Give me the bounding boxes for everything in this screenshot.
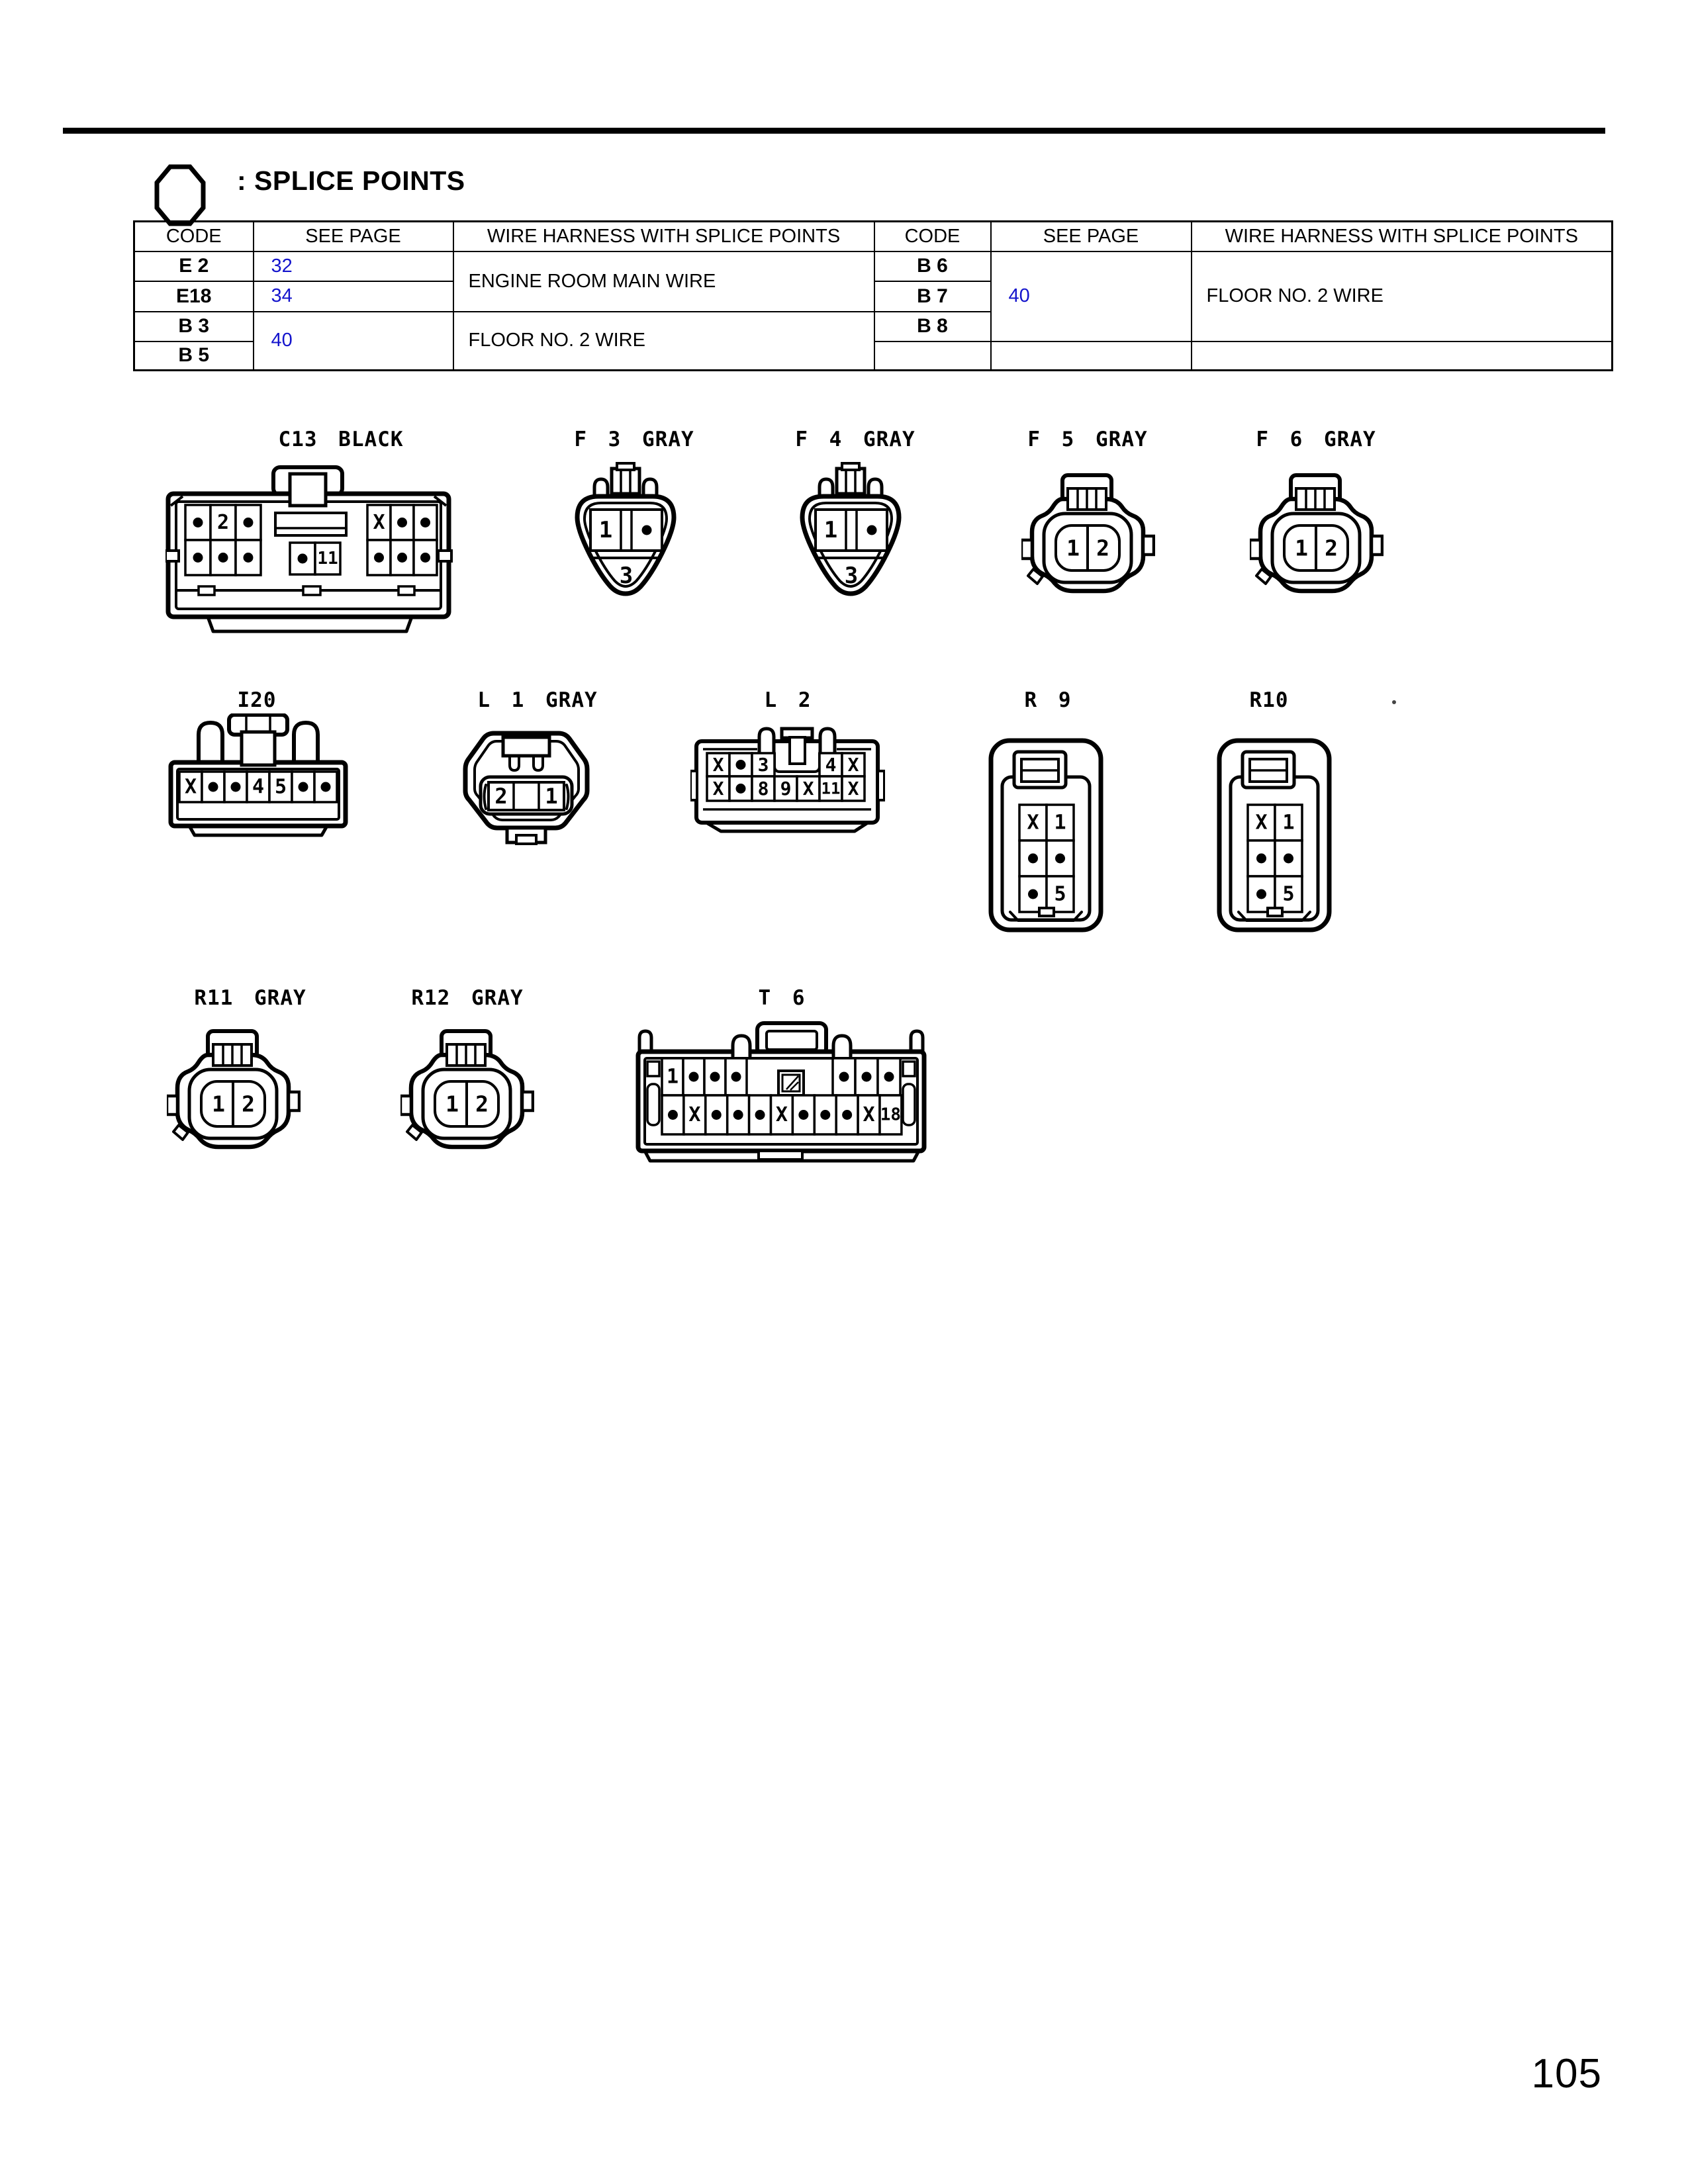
wire-cell-empty bbox=[1192, 341, 1613, 371]
svg-text:X: X bbox=[847, 778, 859, 799]
svg-text:X: X bbox=[1027, 811, 1039, 835]
svg-text:X: X bbox=[712, 754, 724, 776]
code-cell-empty bbox=[874, 341, 991, 371]
svg-text:3: 3 bbox=[619, 563, 633, 589]
svg-text:2: 2 bbox=[242, 1091, 255, 1117]
connector-r9-diagram bbox=[986, 735, 1107, 933]
svg-text:X: X bbox=[847, 754, 859, 776]
svg-text:X: X bbox=[775, 1103, 788, 1126]
wire-cell-engine-room: ENGINE ROOM MAIN WIRE bbox=[453, 251, 874, 312]
top-rule bbox=[63, 128, 1605, 134]
connector-r12-title: R12 GRAY bbox=[411, 986, 524, 1010]
svg-text:1: 1 bbox=[1054, 811, 1066, 835]
svg-text:2: 2 bbox=[216, 511, 230, 534]
splice-points-table bbox=[133, 220, 1613, 371]
page-link-40-left[interactable]: 40 bbox=[254, 312, 453, 371]
connector-l1-diagram bbox=[462, 727, 592, 847]
svg-text:1: 1 bbox=[1282, 811, 1295, 835]
svg-text:1: 1 bbox=[545, 784, 558, 809]
col-header-code-right: CODE bbox=[874, 222, 991, 251]
page-number: 105 bbox=[1531, 2051, 1602, 2097]
svg-text:X: X bbox=[802, 778, 814, 799]
svg-text:X: X bbox=[863, 1103, 875, 1126]
svg-text:11: 11 bbox=[821, 779, 841, 798]
connector-f3-title: F 3 GRAY bbox=[574, 428, 694, 451]
svg-text:X: X bbox=[688, 1103, 701, 1126]
svg-text:5: 5 bbox=[274, 775, 287, 799]
connector-r10-title: R10 bbox=[1249, 688, 1289, 712]
connector-t6-diagram bbox=[633, 1018, 933, 1165]
svg-text:8: 8 bbox=[757, 778, 769, 799]
col-header-wire-left: WIRE HARNESS WITH SPLICE POINTS bbox=[453, 222, 874, 251]
connector-r10-diagram bbox=[1215, 735, 1335, 933]
connector-f6-title: F 6 GRAY bbox=[1256, 428, 1376, 451]
connector-r12-diagram bbox=[400, 1027, 534, 1160]
svg-text:2: 2 bbox=[1096, 535, 1109, 561]
svg-text:X: X bbox=[1255, 811, 1268, 835]
connector-f4-diagram bbox=[794, 462, 914, 604]
svg-text:5: 5 bbox=[1054, 882, 1066, 906]
splice-point-octagon-icon bbox=[154, 164, 206, 226]
code-cell-e18: E18 bbox=[134, 281, 254, 312]
code-cell-e2: E 2 bbox=[134, 251, 254, 281]
col-header-wire-right: WIRE HARNESS WITH SPLICE POINTS bbox=[1192, 222, 1613, 251]
connector-r11-title: R11 GRAY bbox=[194, 986, 306, 1010]
svg-text:2: 2 bbox=[494, 784, 508, 809]
code-cell-b3: B 3 bbox=[134, 312, 254, 341]
col-header-see-page-left: SEE PAGE bbox=[254, 222, 453, 251]
svg-text:2: 2 bbox=[1325, 535, 1338, 561]
svg-text:5: 5 bbox=[1282, 882, 1295, 906]
connector-r11-diagram bbox=[167, 1027, 301, 1160]
svg-text:18: 18 bbox=[880, 1105, 902, 1125]
connector-f5-title: F 5 GRAY bbox=[1027, 428, 1148, 451]
svg-text:X: X bbox=[712, 778, 724, 799]
svg-text:X: X bbox=[373, 511, 385, 534]
svg-text:3: 3 bbox=[757, 754, 769, 776]
svg-text:4: 4 bbox=[252, 775, 265, 799]
svg-text:11: 11 bbox=[317, 549, 338, 569]
connector-i20-diagram bbox=[165, 713, 352, 841]
connector-f3-diagram bbox=[569, 462, 688, 604]
page-link-40-right[interactable]: 40 bbox=[991, 251, 1192, 341]
connector-r9-title: R 9 bbox=[1024, 688, 1072, 712]
svg-text:1: 1 bbox=[598, 517, 613, 543]
svg-text:1: 1 bbox=[445, 1091, 459, 1117]
connector-c13-title: C13 BLACK bbox=[278, 428, 404, 451]
code-cell-b6: B 6 bbox=[874, 251, 991, 281]
connector-f4-title: F 4 GRAY bbox=[795, 428, 915, 451]
table-header-row bbox=[134, 222, 1613, 251]
connector-c13-diagram bbox=[165, 465, 454, 638]
connector-i20-title: I20 bbox=[237, 688, 277, 712]
svg-text:4: 4 bbox=[825, 754, 837, 776]
wire-cell-floor-right: FLOOR NO. 2 WIRE bbox=[1192, 251, 1613, 341]
svg-text:X: X bbox=[184, 775, 197, 799]
svg-text:1: 1 bbox=[666, 1065, 679, 1089]
connector-f5-diagram bbox=[1021, 471, 1155, 604]
connector-l1-title: L 1 GRAY bbox=[477, 688, 598, 712]
col-header-see-page-right: SEE PAGE bbox=[991, 222, 1192, 251]
connector-l2-title: L 2 bbox=[764, 688, 812, 712]
page-link-34[interactable]: 34 bbox=[254, 281, 453, 312]
page-cell-empty bbox=[991, 341, 1192, 371]
connector-l2-diagram bbox=[690, 723, 885, 836]
connector-f6-diagram bbox=[1250, 471, 1383, 604]
svg-text:1: 1 bbox=[823, 517, 838, 543]
wire-cell-floor-left: FLOOR NO. 2 WIRE bbox=[453, 312, 874, 371]
speck-artifact bbox=[1392, 700, 1396, 704]
svg-text:1: 1 bbox=[1066, 535, 1080, 561]
svg-text:1: 1 bbox=[212, 1091, 225, 1117]
svg-text:2: 2 bbox=[475, 1091, 489, 1117]
svg-text:9: 9 bbox=[780, 778, 792, 799]
code-cell-b5: B 5 bbox=[134, 341, 254, 371]
code-cell-b8: B 8 bbox=[874, 312, 991, 341]
page-link-32[interactable]: 32 bbox=[254, 251, 453, 281]
col-header-code-left: CODE bbox=[134, 222, 254, 251]
code-cell-b7: B 7 bbox=[874, 281, 991, 312]
svg-text:3: 3 bbox=[844, 563, 859, 589]
splice-points-heading: : SPLICE POINTS bbox=[237, 165, 465, 196]
connector-t6-title: T 6 bbox=[758, 986, 806, 1010]
table-row bbox=[134, 251, 1613, 281]
svg-text:1: 1 bbox=[1295, 535, 1308, 561]
